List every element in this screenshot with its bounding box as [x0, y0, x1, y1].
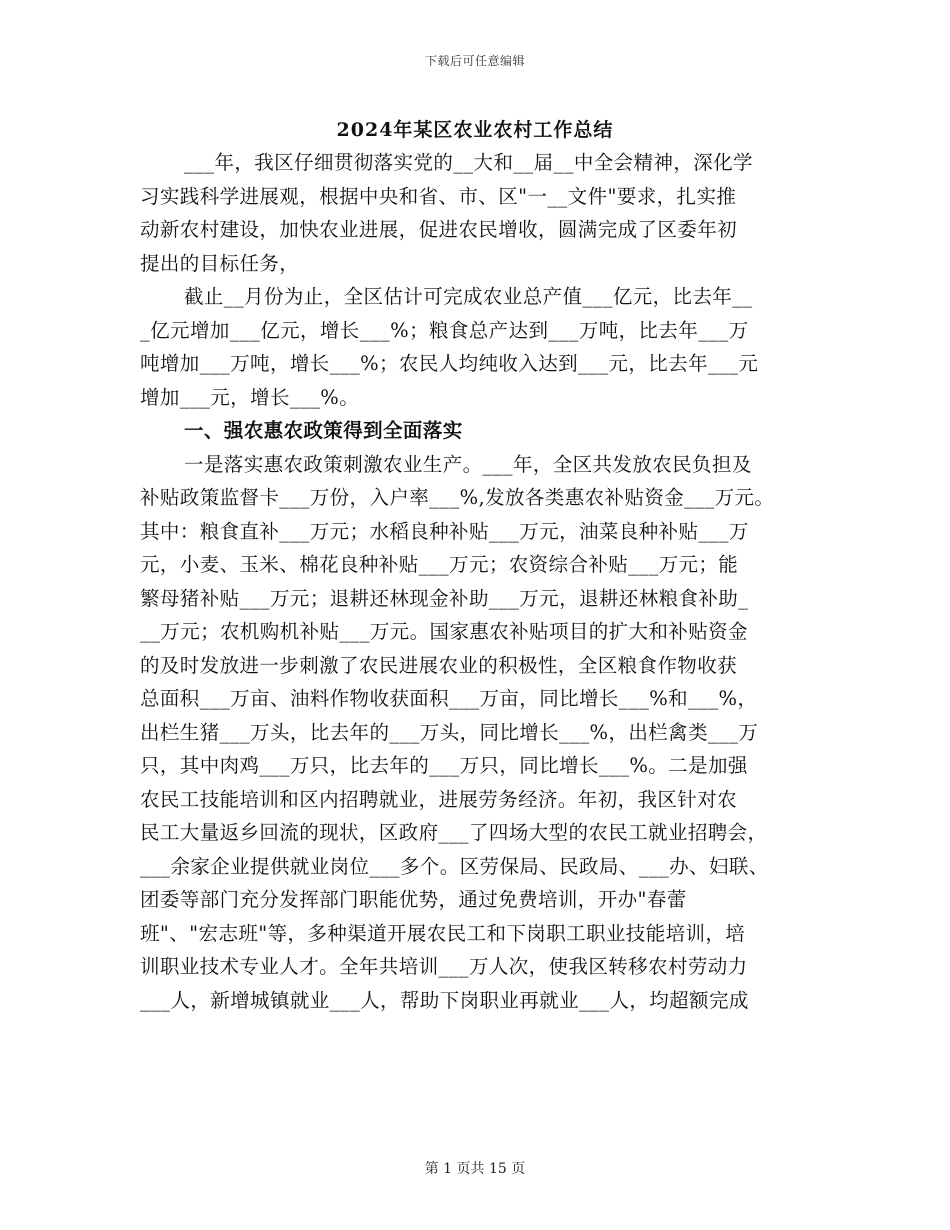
paragraph-line: 补贴政策监督卡___万份，入户率___%,发放各类惠农补贴资金___万元。 [140, 486, 775, 509]
paragraph-line: __万元；农机购机补贴___万元。国家惠农补贴项目的扩大和补贴资金 [140, 620, 748, 643]
paragraph-line: 农民工技能培训和区内招聘就业，进展劳务经济。年初，我区针对农 [140, 787, 738, 811]
paragraph-line: 出栏生猪___万头，比去年的___万头，同比增长___%，出栏禽类___万 [140, 720, 759, 744]
paragraph-line: _亿元增加___亿元，增长___%；粮食总产达到___万吨，比去年___万 [140, 318, 749, 342]
paragraph-line: 其中：粮食直补___万元；水稻良种补贴___万元，油菜良种补贴___万 [140, 519, 749, 543]
paragraph-line: 总面积___万亩、油料作物收获面积___万亩，同比增长___%和___%， [140, 687, 758, 710]
paragraph-line: 繁母猪补贴___万元；退耕还林现金补助___万元，退耕还林粮食补助_ [140, 586, 749, 610]
paragraph-line: 的及时发放进一步刺激了农民进展农业的积极性，全区粮食作物收获 [140, 653, 738, 677]
paragraph-line: 团委等部门充分发挥部门职能优势，通过免费培训，开办"春蕾 [140, 888, 687, 911]
document-title: 2024年某区农业农村工作总结 [336, 119, 614, 141]
section-heading: 一、强农惠农政策得到全面落实 [184, 419, 463, 442]
document-body [140, 146, 812, 1017]
paragraph-line: 提出的目标任务， [140, 251, 300, 275]
paragraph-line: 动新农村建设，加快农业进展，促进农民增收，圆满完成了区委年初 [140, 218, 738, 241]
paragraph-line: ___余家企业提供就业岗位___多个。区劳保局、民政局、___办、妇联、 [140, 854, 769, 878]
paragraph-line: ___人，新增城镇就业___人，帮助下岗职业再就业___人，均超额完成 [140, 988, 749, 1012]
paragraph-line: 增加___元，增长___%。 [140, 385, 360, 409]
paragraph-line: 截止__月份为止，全区估计可完成农业总产值___亿元，比去年__ [184, 285, 753, 308]
paragraph-line: 习实践科学进展观，根据中央和省、市、区"一__文件"要求，扎实推 [140, 184, 737, 208]
paragraph-line: 训职业技术专业人才。全年共培训___万人次，使我区转移农村劳动力 [140, 955, 748, 978]
paragraph-line: ___年，我区仔细贯彻落实党的__大和__届__中全会精神，深化学 [184, 151, 753, 174]
paragraph-line: 只，其中肉鸡___万只，比去年的___万只，同比增长___%。二是加强 [140, 754, 748, 777]
header-note: 下载后可任意编辑 [424, 54, 525, 68]
paragraph-line: 元，小麦、玉米、棉花良种补贴___万元；农资综合补贴___万元；能 [140, 553, 739, 576]
paragraph-line: 民工大量返乡回流的现状，区政府___了四场大型的农民工就业招聘会， [140, 821, 768, 844]
paragraph-line: 一是落实惠农政策刺激农业生产。___年，全区共发放农民负担及 [184, 452, 752, 476]
paragraph-line: 吨增加___万吨，增长___%；农民人均纯收入达到___元，比去年___元 [140, 352, 759, 375]
page-footer: 第 1 页共 15 页 [424, 1161, 526, 1177]
paragraph-line: 班"、"宏志班"等，多种渠道开展农民工和下岗职工职业技能培训，培 [140, 921, 746, 945]
